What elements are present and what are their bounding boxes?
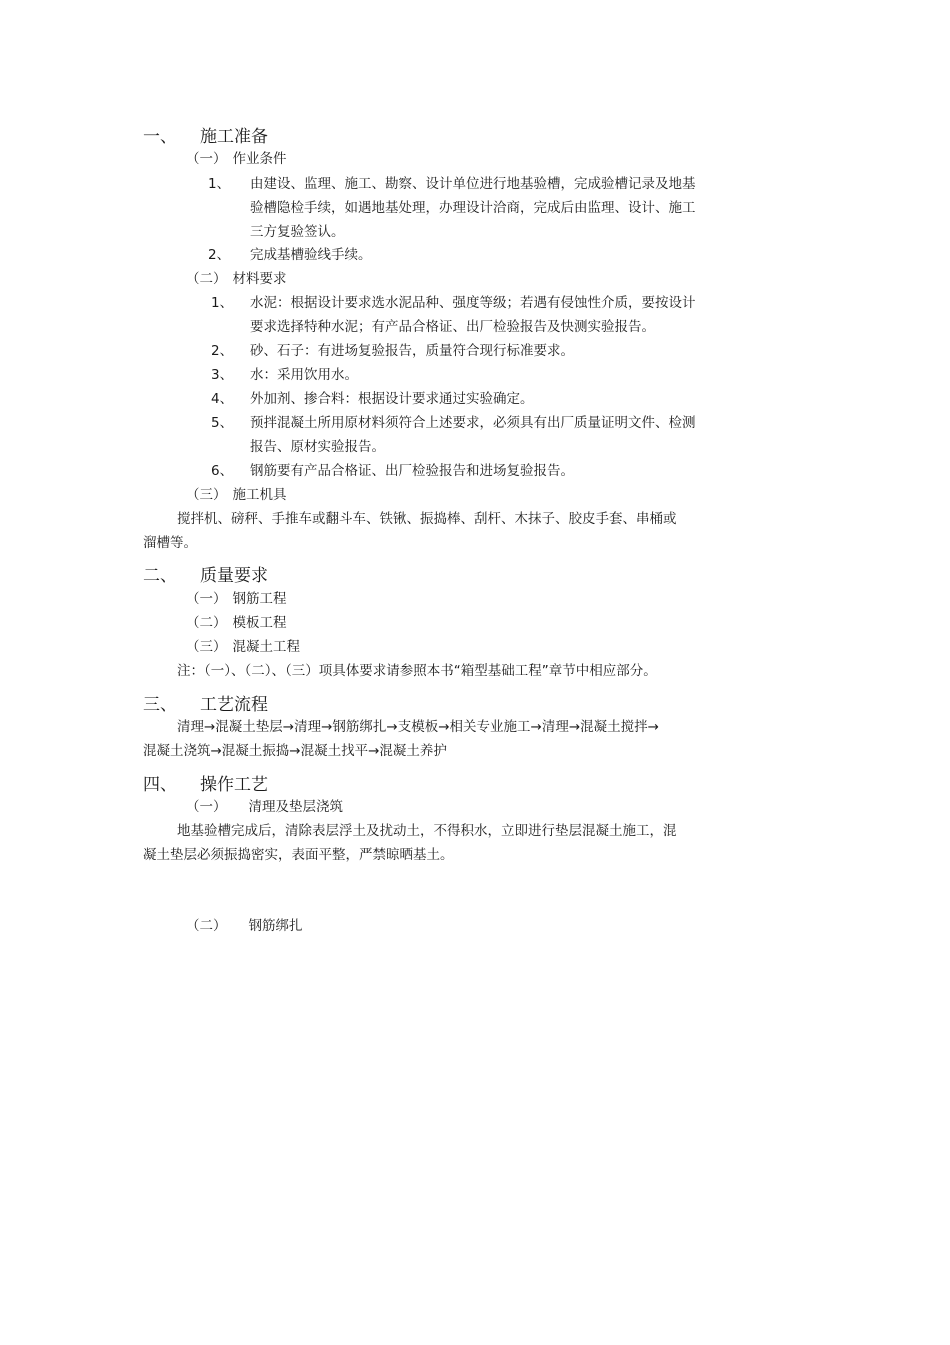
note-text: 注：（一）、（二）、（三）项具体要求请参照本书“箱型基础工程”章节中相应部分。 xyxy=(177,663,657,679)
section-number: 三、 xyxy=(143,695,177,715)
subsection-title: 钢筋绑扎 xyxy=(248,918,303,934)
section-title: 工艺流程 xyxy=(200,695,268,715)
item-number: 5、 xyxy=(211,415,234,431)
section-number: 二、 xyxy=(143,566,177,586)
subsection-heading-1-2 xyxy=(186,270,287,288)
text-line: 预拌混凝土所用原材料须符合上述要求，必须具有出厂质量证明文件、检测 xyxy=(250,415,696,431)
item-number: 4、 xyxy=(211,391,234,407)
item-number: 3、 xyxy=(211,367,234,383)
text-line: 清理→混凝土垫层→清理→钢筋绑扎→支模板→相关专业施工→清理→混凝土搅拌→ xyxy=(177,719,659,735)
subsection-title: 材料要求 xyxy=(232,271,287,287)
section-number: 四、 xyxy=(143,775,177,795)
text-line: 要求选择特种水泥；有产品合格证、出厂检验报告及快测实验报告。 xyxy=(250,319,655,335)
list-item-text: 钢筋要有产品合格证、出厂检验报告和进场复验报告。 xyxy=(250,463,574,479)
item-number: 6、 xyxy=(211,463,234,479)
subsection-number: （二） xyxy=(186,271,227,287)
text-line: 搅拌机、磅秤、手推车或翻斗车、铁锹、振捣棒、刮杆、木抹子、胶皮手套、串桶或 xyxy=(177,511,677,527)
subsection-number: （三） xyxy=(186,487,227,503)
list-item-text: 完成基槽验线手续。 xyxy=(250,247,372,263)
list-item-text xyxy=(250,411,696,459)
subsection-heading-1-3 xyxy=(186,486,287,504)
list-item-text xyxy=(250,172,696,244)
subsection-number: （二） xyxy=(186,918,227,934)
subsection-title: 施工机具 xyxy=(232,487,287,503)
list-item-text: 砂、石子：有进场复验报告，质量符合现行标准要求。 xyxy=(250,343,574,359)
list-item-text: 水：采用饮用水。 xyxy=(250,367,358,383)
subsection-title: 清理及垫层浇筑 xyxy=(248,799,343,815)
subsection-number: （三） xyxy=(186,639,227,655)
subsection-number: （一） xyxy=(186,151,227,167)
section-heading-4 xyxy=(143,774,268,796)
text-line: 验槽隐检手续，如遇地基处理，办理设计洽商，完成后由监理、设计、施工 xyxy=(250,200,696,216)
subsection-heading-2-2 xyxy=(186,614,287,632)
text-line: 凝土垫层必须振捣密实，表面平整，严禁晾晒基土。 xyxy=(143,847,454,863)
list-item-text: 外加剂、掺合料：根据设计要求通过实验确定。 xyxy=(250,391,534,407)
list-item-text xyxy=(250,291,696,339)
section-title: 质量要求 xyxy=(200,566,268,586)
text-line: 溜槽等。 xyxy=(143,535,197,551)
subsection-heading-2-1 xyxy=(186,590,287,608)
item-number: 1、 xyxy=(208,176,231,192)
paragraph xyxy=(143,507,677,555)
section-heading-1 xyxy=(143,126,268,148)
text-line: 报告、原材实验报告。 xyxy=(250,439,385,455)
section-heading-3 xyxy=(143,694,268,716)
section-title: 施工准备 xyxy=(200,127,268,147)
subsection-heading-1-1 xyxy=(186,150,287,168)
section-title: 操作工艺 xyxy=(200,775,268,795)
section-number: 一、 xyxy=(143,127,177,147)
subsection-title: 模板工程 xyxy=(232,615,287,631)
subsection-number: （二） xyxy=(186,615,227,631)
subsection-heading-2-3 xyxy=(186,638,300,656)
subsection-title: 钢筋工程 xyxy=(232,591,287,607)
text-line: 由建设、监理、施工、勘察、设计单位进行地基验槽，完成验槽记录及地基 xyxy=(250,176,696,192)
subsection-heading-4-2 xyxy=(186,917,303,935)
subsection-number: （一） xyxy=(186,591,227,607)
subsection-title: 混凝土工程 xyxy=(232,639,300,655)
subsection-title: 作业条件 xyxy=(232,151,287,167)
text-line: 三方复验签认。 xyxy=(250,224,345,240)
subsection-number: （一） xyxy=(186,799,227,815)
subsection-heading-4-1 xyxy=(186,798,343,816)
text-line: 水泥：根据设计要求选水泥品种、强度等级；若遇有侵蚀性介质，要按设计 xyxy=(250,295,696,311)
paragraph xyxy=(143,819,677,867)
section-heading-2 xyxy=(143,565,268,587)
item-number: 2、 xyxy=(208,247,231,263)
item-number: 1、 xyxy=(211,295,234,311)
item-number: 2、 xyxy=(211,343,234,359)
text-line: 地基验槽完成后，清除表层浮土及扰动土，不得积水，立即进行垫层混凝土施工，混 xyxy=(177,823,677,839)
process-flow-paragraph xyxy=(143,715,659,763)
text-line: 混凝土浇筑→混凝土振捣→混凝土找平→混凝土养护 xyxy=(143,743,447,759)
